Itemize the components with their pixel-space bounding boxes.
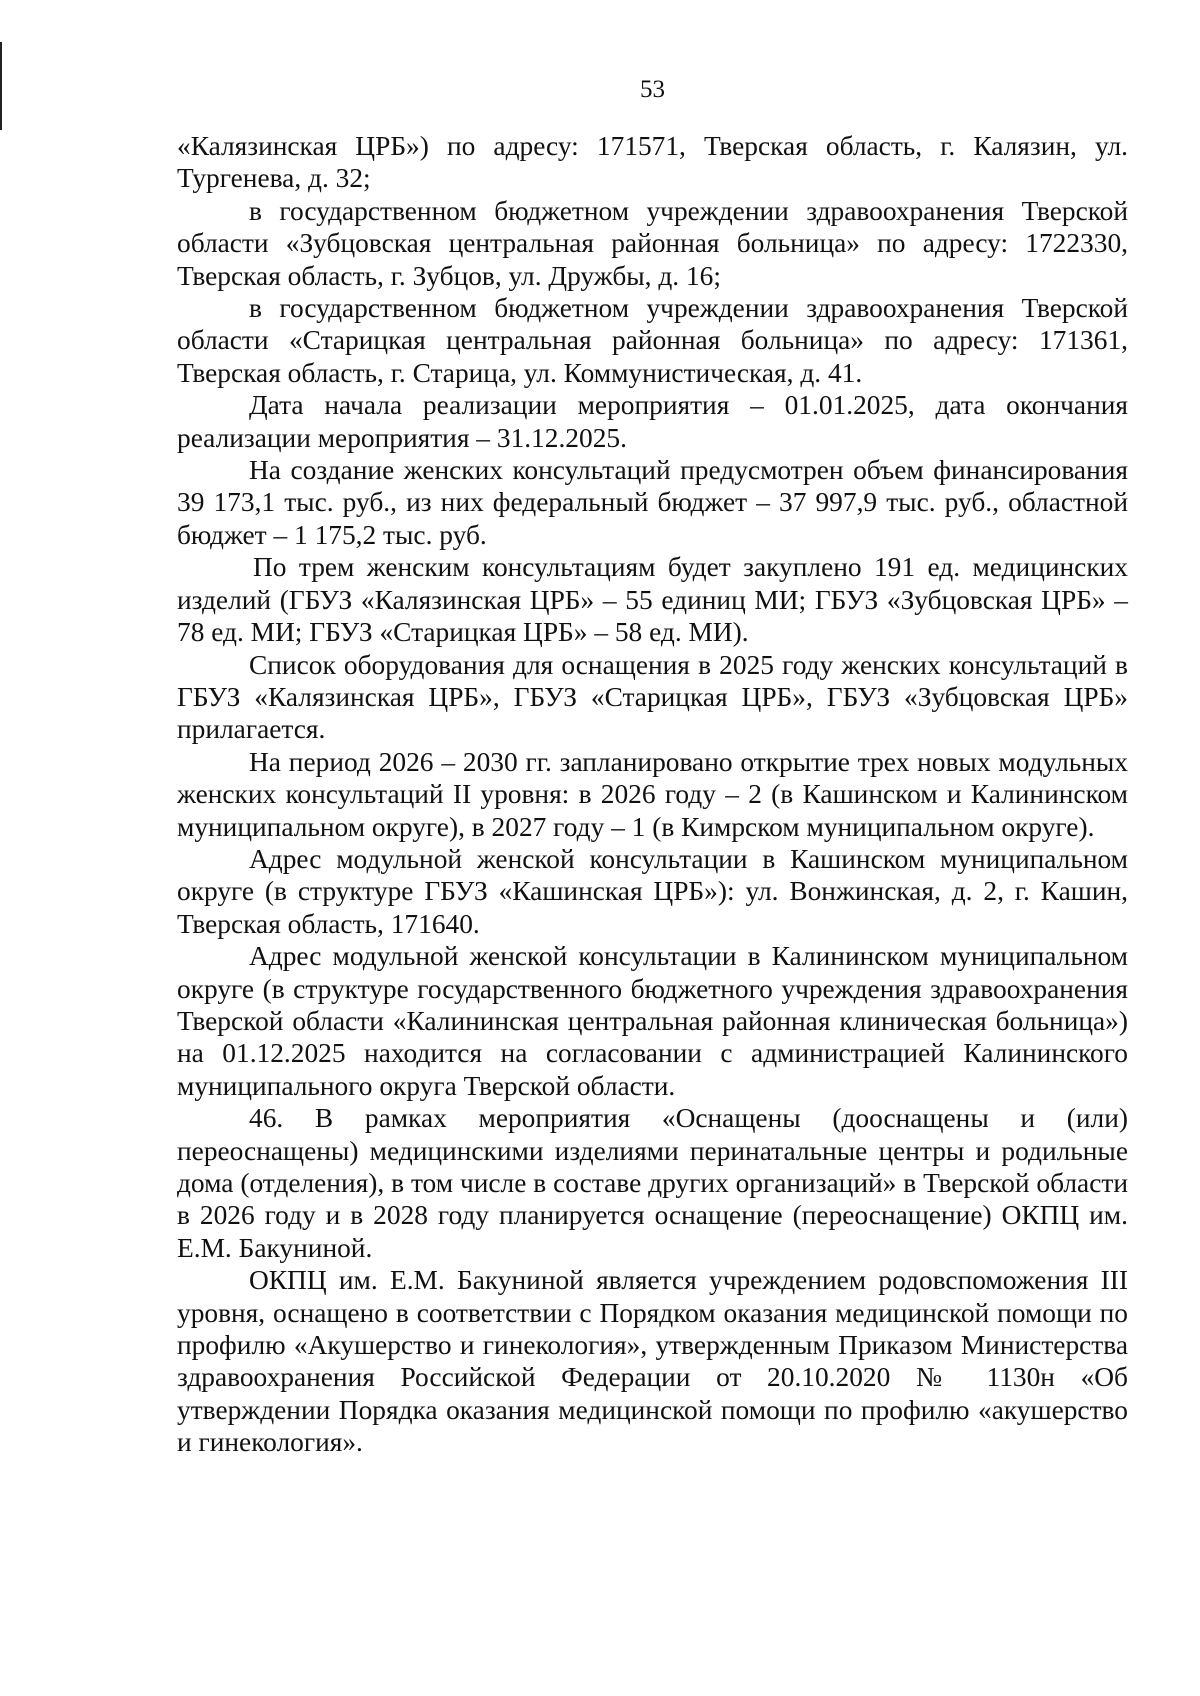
paragraph-planned-openings: На период 2026 – 2030 гг. запланировано открытие трех новых модульных женских консультаций II уровня: в 2026 году – 2 (в Кашинском и Калининском муниципальном округе), в 2027 году – 1 (в Кимрском муниципальном округе). — [177, 746, 1128, 842]
paragraph-financing: На создание женских консультаций предусмотрен объем финансирования 39 173,1 тыс. руб., из них федеральный бюджет – 37 997,9 тыс. руб., областной бюджет – 1 175,2 тыс. руб. — [177, 455, 1128, 550]
paragraph-item-46: 46. В рамках мероприятия «Оснащены (дооснащены и (или) переоснащены) медицинскими изделиями перинатальные центры и родильные дома (отделения), в том числе в составе других организаций» в Тверской области в 2026 году и в 2028 году планируется оснащение (переоснащение) ОКПЦ им. Е.М. Бакуниной. — [177, 1103, 1128, 1263]
paragraph-medical-devices: По трем женским консультациям будет закуплено 191 ед. медицинских изделий (ГБУЗ «Калязинская ЦРБ» – 55 единиц МИ; ГБУЗ «Зубцовская ЦРБ» – 78 ед. МИ; ГБУЗ «Старицкая ЦРБ» – 58 ед. МИ). — [177, 552, 1128, 648]
paragraph-zubtsov-hospital: в государственном бюджетном учреждении здравоохранения Тверской области «Зубцовская центральная районная больница» по адресу: 1722330, Тверская область, г. Зубцов, ул. Дружбы, д. 16; — [177, 195, 1128, 291]
paragraph-kashin-address: Адрес модульной женской консультации в Кашинском муниципальном округе (в структуре ГБУЗ «Кашинская ЦРБ»): ул. Вонжинская, д. 2, г. Кашин, Тверская область, 171640. — [177, 843, 1128, 939]
document-body — [177, 130, 1128, 1459]
page-number: 53 — [640, 76, 665, 103]
paragraph-kalyazin-address: «Калязинская ЦРБ») по адресу: 171571, Тверская область, г. Калязин, ул. Тургенева, д. 32; — [177, 131, 1128, 194]
paragraph-equipment-list: Список оборудования для оснащения в 2025 году женских консультаций в ГБУЗ «Калязинская ЦРБ», ГБУЗ «Старицкая ЦРБ», ГБУЗ «Зубцовская ЦРБ» прилагается. — [177, 649, 1128, 745]
paragraph-staritsa-hospital: в государственном бюджетном учреждении здравоохранения Тверской области «Старицкая центральная районная больница» по адресу: 171361, Тверская область, г. Старица, ул. Коммунистическая, д. 41. — [177, 293, 1128, 388]
paragraph-implementation-dates: Дата начала реализации мероприятия – 01.01.2025, дата окончания реализации мероприятия – 31.12.2025. — [177, 390, 1128, 453]
paragraph-okpc-bakunina: ОКПЦ им. Е.М. Бакуниной является учреждением родовспоможения III уровня, оснащено в соответствии с Порядком оказания медицинской помощи по профилю «Акушерство и гинекология», утвержденным Приказом Министерства здравоохранения Российской Федерации от 20.10.2020 № 1130н «Об утверждении Порядка оказания медицинской помощи по профилю «акушерство и гинекология». — [177, 1265, 1128, 1458]
paragraph-kalinin-address: Адрес модульной женской консультации в Калининском муниципальном округе (в структуре государственного бюджетного учреждения здравоохранения Тверской области «Калининская центральная районная клиническая больница») на 01.12.2025 находится на согласовании с администрацией Калининского муниципального округа Тверской области. — [177, 941, 1128, 1101]
